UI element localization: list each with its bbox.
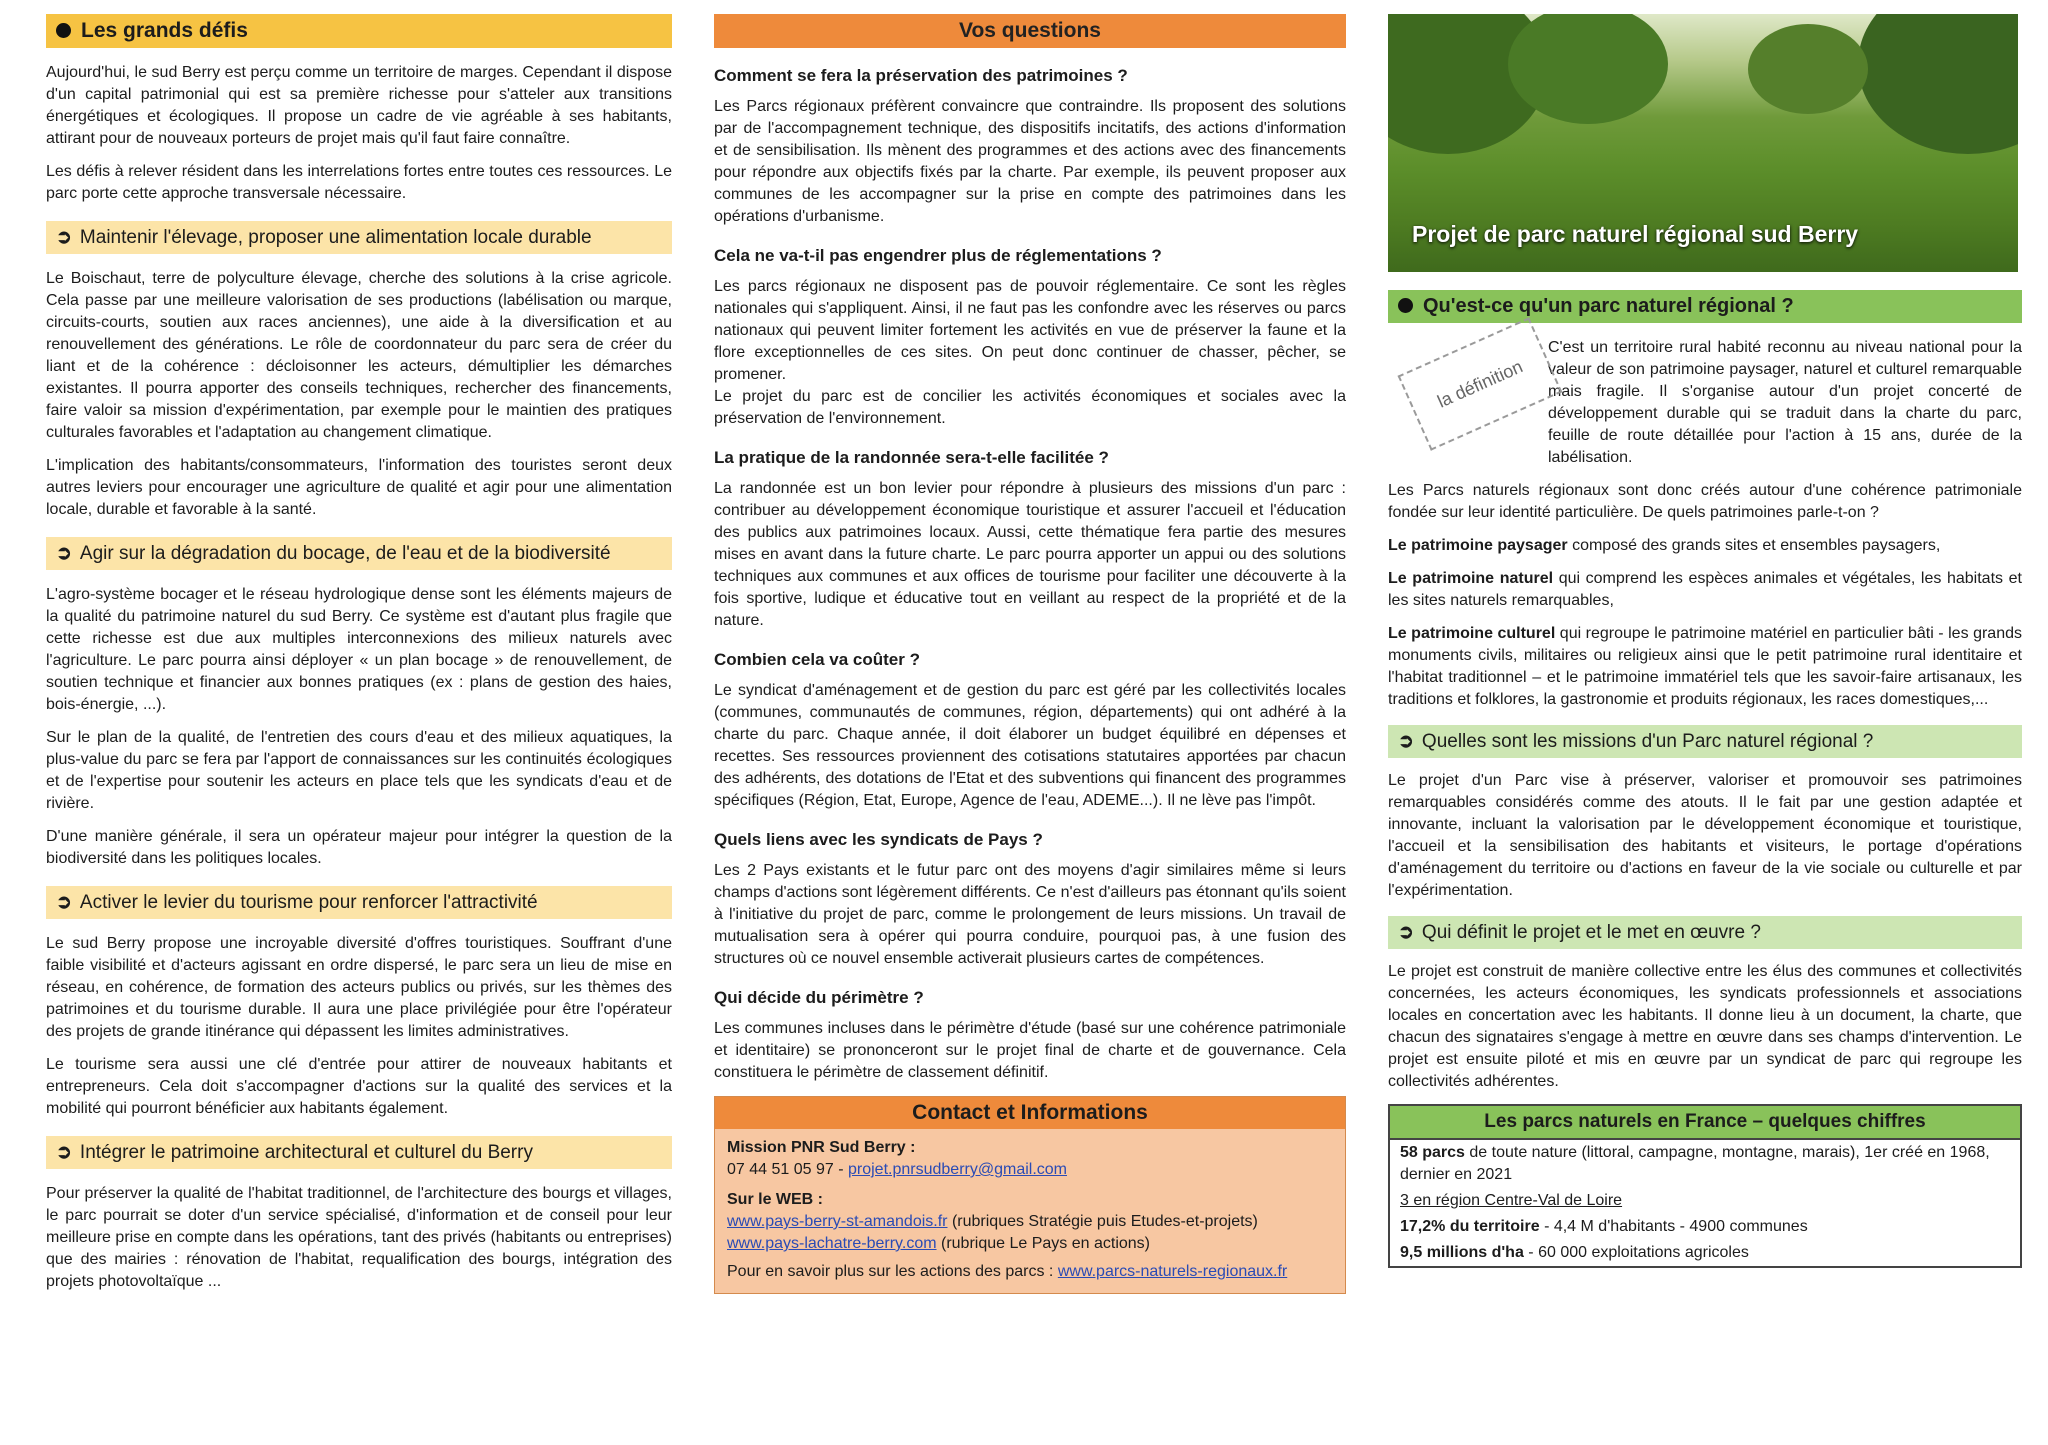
arrow-icon: ➲	[56, 1142, 72, 1163]
bocage-paragraph-2: Sur le plan de la qualité, de l'entretien des cours d'eau et des milieux aquatiques, la plus-value du parc se fera par l'apport de connaissances sur les continuités écologiques et de l'expertise pour soutenir les acteurs en place tels que les syndicats d'eau et de rivière.	[46, 729, 672, 812]
pnr-paragraph: Les Parcs naturels régionaux sont donc créés autour d'une cohérence patrimoniale fondée sur leur identité particulière. De quels patrimoines parle-t-on ?	[1388, 482, 2022, 521]
tourisme-paragraph: Le sud Berry propose une incroyable diversité d'offres touristiques. Souffrant d'une faible visibilité et d'acteurs agissant en ordre dispersé, le parc sera un lieu de mise en réseau, en cohérence, de formation des acteurs publics ou privés, sur les thèmes des patrimoines et du tourisme durable. Il aura une place privilégiée pour être l'opérateur des projets de grande itinérance qui dépassent les limites administratives.	[46, 935, 672, 1040]
phone-number: 07 44 51 05 97 -	[727, 1161, 844, 1178]
definition-stamp: la définition	[1398, 317, 1563, 450]
arrow-icon: ➲	[56, 543, 72, 564]
tourisme-paragraph-2: Le tourisme sera aussi une clé d'entrée pour attirer de nouveaux habitants et entrepreneurs. Cela doit s'accompagner d'actions sur la qualité des services et la mobilité qui pourront bénéficier aux habitants également.	[46, 1056, 672, 1117]
column-grands-defis	[46, 14, 672, 1304]
figures-box	[1388, 1104, 2022, 1268]
patrimoine-culturel: Le patrimoine culturel qui regroupe le patrimoine matériel en particulier bâti - les grands monuments civils, militaires ou religieux ainsi que le petit patrimoine rural identitaire et l'habitat traditionnel – et le patrimoine immatériel tels que les savoir-faire artisanaux, les traditions et folklores, la gastronomie et produits régionaux, les races domestiques,...	[1388, 625, 2023, 708]
contact-title: Contact et Informations	[715, 1097, 1345, 1129]
arrow-icon: ➲	[1398, 731, 1414, 752]
figure-row: 3 en région Centre-Val de Loire	[1400, 1192, 1623, 1209]
mission-label: Mission PNR Sud Berry :	[727, 1139, 916, 1156]
bocage-paragraph: L'agro-système bocager et le réseau hydrologique dense sont les éléments majeurs de la qualité du patrimoine naturel du sud Berry. Ce système est d'autant plus fragile que cette richesse est due aux multiples interconnexions des milieux naturels avec l'agriculture. Le parc pourra ainsi déployer « un plan bocage » de renouvellement, de soutien technique et financier aux bonnes pratiques (ex : plans de gestion des haies, bois-énergie, ...).	[46, 586, 672, 713]
subsection-title-bocage: ➲ Agir sur la dégradation du bocage, de l'eau et de la biodiversité	[46, 537, 672, 570]
column-pnr	[1388, 14, 2022, 1268]
definition-text: C'est un territoire rural habité reconnu au niveau national pour la valeur de son patrimoine paysager, naturel et culturel remarquable mais fragile. Il s'organise autour d'un projet concerté de développement durable qui se traduit dans la charte du parc, feuille de route détaillée pour l'action à 15 ans, durée de la labélisation.	[1548, 339, 2022, 466]
patrimoine-paragraph: Pour préserver la qualité de l'habitat traditionnel, de l'architecture des bourgs et villages, le parc pourrait se doter d'un service spécialisé, d'information et de conseil pour leur meilleure prise en compte dans les opérations, tant des privés (habitants ou entreprises) que des mairies : rénovation de l'habitat, requalification des bourgs, intégration des projets photovoltaïque ...	[46, 1185, 672, 1290]
web-link-parcs[interactable]: www.parcs-naturels-regionaux.fr	[1057, 1263, 1288, 1280]
arrow-icon: ➲	[56, 892, 72, 913]
section-title-grands-defis: Les grands défis	[46, 14, 672, 48]
landscape-photo	[1388, 14, 2018, 272]
answer-3: La randonnée est un bon levier pour répondre à plusieurs des missions d'un parc : contribuer au développement économique touristique et assurer l'accueil et l'éducation des publics aux patrimoines locaux. Aussi, cette thématique fera partie des mesures mises en avant dans la future charte. Le parc pourra apporter un appui ou des solutions techniques aux communes et aux offices de tourisme pour faciliter une découverte à la fois sportive, ludique et éducative tout en veillant au respect de la propriété et de la nature.	[714, 480, 1346, 629]
answer-6: Les communes incluses dans le périmètre d'étude (basé sur une cohérence patrimoniale et identitaire) se prononceront sur le projet final de charte et de gouvernance. Cela constituera le périmètre de classement définitif.	[714, 1020, 1346, 1081]
answer-4: Le syndicat d'aménagement et de gestion du parc est géré par les collectivités locales (communes, communautés de communes, région, départements) qui ont adhéré à la charte du parc. Chaque année, il doit élaborer un budget équilibré en dépenses et recettes. Ses ressources proviennent des cotisations statutaires apportées par chacun des adhérents, des dotations de l'Etat et des subventions qui financent des programmes spécifiques (Région, Etat, Europe, Agence de l'eau, ADEME...). Il ne lève pas l'impôt.	[714, 682, 1346, 809]
figure-row: 17,2% du territoire - 4,4 M d'habitants - 4900 communes	[1400, 1218, 1808, 1235]
patrimoine-paysager: Le patrimoine paysager composé des grands sites et ensembles paysagers,	[1388, 537, 1941, 554]
contact-box	[714, 1096, 1346, 1294]
email-link[interactable]: projet.pnrsudberry@gmail.com	[848, 1161, 1067, 1178]
answer-2: Les parcs régionaux ne disposent pas de pouvoir réglementaire. Ce sont les règles nationales qui s'appliquent. Ainsi, il ne faut pas les confondre avec les réserves ou parcs nationaux qui peuvent limiter fortement les activités en vue de préserver la faune et la flore exceptionnelles de ces sites. On peut donc continuer de chasser, pêcher, se promener.	[714, 278, 1346, 383]
intro-paragraph: Aujourd'hui, le sud Berry est perçu comme un territoire de marges. Cependant il dispose d'un capital patrimonial qui est sa première richesse pour s'atteler aux transitions énergétiques et écologiques. Il propose un cadre de vie agréable à ses habitants, attirant pour de nouveaux porteurs de projet mais qu'il faut faire connaître.	[46, 64, 672, 147]
projet-paragraph: Le projet est construit de manière collective entre les élus des communes et collectivités concernées, les acteurs économiques, les syndicats professionnels et associations locales en concertation avec les habitants. Il donne lieu à un document, la charte, que chacun des signataires s'engage à mettre en œuvre dans ses champs d'intervention. Le projet est ensuite piloté et mis en œuvre par un syndicat de parc qui regroupe les collectivités adhérentes.	[1388, 963, 2022, 1090]
missions-paragraph: Le projet d'un Parc vise à préserver, valoriser et promouvoir ses patrimoines remarquables considérés comme des atouts. Il le fait par une gestion adaptée et innovante, incluant la valorisation par le développement économique et touristique, l'accueil et la sensibilisation des habitants et visiteurs, le portage d'opérations d'aménagement du territoire ou d'actions en faveur de la vie sociale ou culturelle et par l'expérimentation.	[1388, 772, 2022, 899]
section-title-pnr: Qu'est-ce qu'un parc naturel régional ?	[1388, 290, 2022, 323]
answer-2b: Le projet du parc est de concilier les activités économiques et sociales avec la préservation de l'environnement.	[714, 388, 1346, 427]
subsection-title-elevage: ➲ Maintenir l'élevage, proposer une alimentation locale durable	[46, 221, 672, 254]
question-5: Quels liens avec les syndicats de Pays ?	[714, 830, 1043, 849]
intro-paragraph-2: Les défis à relever résident dans les interrelations fortes entre toutes ces ressources. Le parc porte cette approche transversale nécessaire.	[46, 163, 672, 202]
elevage-paragraph: Le Boischaut, terre de polyculture élevage, cherche des solutions à la crise agricole. Cela passe par une meilleure valorisation de ses productions (labélisation ou marque, circuits-courts, soutien aux races anciennes), une aide à la diversification et au renouvellement des générations. Le rôle de coordonnateur du parc sera de créer du liant et de la cohérence : décloisonner les acteurs, démultiplier les démarches existantes. Il pourra apporter des conseils techniques, rechercher des financements, faire valoir sa mission d'expérimentation, par exemple pour le maintien des pratiques culturales favorables et l'adaptation au changement climatique.	[46, 270, 672, 441]
more-info-label: Pour en savoir plus sur les actions des parcs :	[727, 1263, 1054, 1280]
web-link-lachatre[interactable]: www.pays-lachatre-berry.com	[727, 1235, 937, 1252]
column-vos-questions	[714, 14, 1346, 1294]
patrimoine-naturel: Le patrimoine naturel qui comprend les espèces animales et végétales, les habitats et les sites naturels remarquables,	[1388, 570, 2022, 609]
section-title-vos-questions: Vos questions	[714, 14, 1346, 48]
subsection-title-patrimoine: ➲ Intégrer le patrimoine architectural et culturel du Berry	[46, 1136, 672, 1169]
web-note-1: (rubriques Stratégie puis Etudes-et-projets)	[951, 1213, 1258, 1230]
arrow-icon: ➲	[1398, 922, 1414, 943]
question-1: Comment se fera la préservation des patrimoines ?	[714, 66, 1128, 85]
web-link-st-amandois[interactable]: www.pays-berry-st-amandois.fr	[727, 1213, 948, 1230]
web-note-2: (rubrique Le Pays en actions)	[941, 1235, 1150, 1252]
answer-5: Les 2 Pays existants et le futur parc ont des moyens d'agir similaires même si leurs champs d'actions sont légèrement différents. Ce n'est d'ailleurs pas étonnant qu'ils soient à l'initiative du projet de parc, comme le prolongement de leurs missions. Un travail de mutualisation sera à opérer qui pourra conduire, pourquoi pas, à une fusion des structures où ce nouvel ensemble activerait plusieurs cartes de compétences.	[714, 862, 1346, 967]
bullet-icon	[56, 23, 71, 38]
elevage-paragraph-2: L'implication des habitants/consommateurs, l'information des touristes seront deux autres leviers pour encourager une agriculture de qualité et agir pour une alimentation locale, durable et favorable à la santé.	[46, 457, 672, 518]
photo-caption: Projet de parc naturel régional sud Berry	[1412, 221, 1859, 247]
bullet-icon	[1398, 298, 1413, 313]
definition-block	[1388, 337, 2022, 469]
subsection-title-tourisme: ➲ Activer le levier du tourisme pour renforcer l'attractivité	[46, 886, 672, 919]
subsection-title-projet: ➲ Qui définit le projet et le met en œuvre ?	[1388, 916, 2022, 949]
question-3: La pratique de la randonnée sera-t-elle facilitée ?	[714, 448, 1109, 467]
question-2: Cela ne va-t-il pas engendrer plus de réglementations ?	[714, 246, 1162, 265]
question-6: Qui décide du périmètre ?	[714, 988, 924, 1007]
figure-row: 58 parcs de toute nature (littoral, campagne, montagne, marais), 1er créé en 1968, dernier en 2021	[1400, 1144, 1990, 1183]
arrow-icon: ➲	[56, 227, 72, 248]
bocage-paragraph-3: D'une manière générale, il sera un opérateur majeur pour intégrer la question de la biodiversité dans les politiques locales.	[46, 828, 672, 867]
figures-title: Les parcs naturels en France – quelques chiffres	[1390, 1106, 2020, 1140]
answer-1: Les Parcs régionaux préfèrent convaincre que contraindre. Ils proposent des solutions par de l'accompagnement technique, des dispositifs incitatifs, des actions d'information et de sensibilisation. Ils mènent des programmes et des actions avec des financements pour répondre aux objectifs fixés par la charte. Par exemple, ils peuvent proposer aux communes de les accompagner sur la prise en compte des patrimoines dans les opérations d'urbanisme.	[714, 98, 1346, 225]
figure-row: 9,5 millions d'ha - 60 000 exploitations agricoles	[1400, 1244, 1749, 1261]
web-label: Sur le WEB :	[727, 1191, 824, 1208]
subsection-title-missions: ➲ Quelles sont les missions d'un Parc naturel régional ?	[1388, 725, 2022, 758]
question-4: Combien cela va coûter ?	[714, 650, 920, 669]
